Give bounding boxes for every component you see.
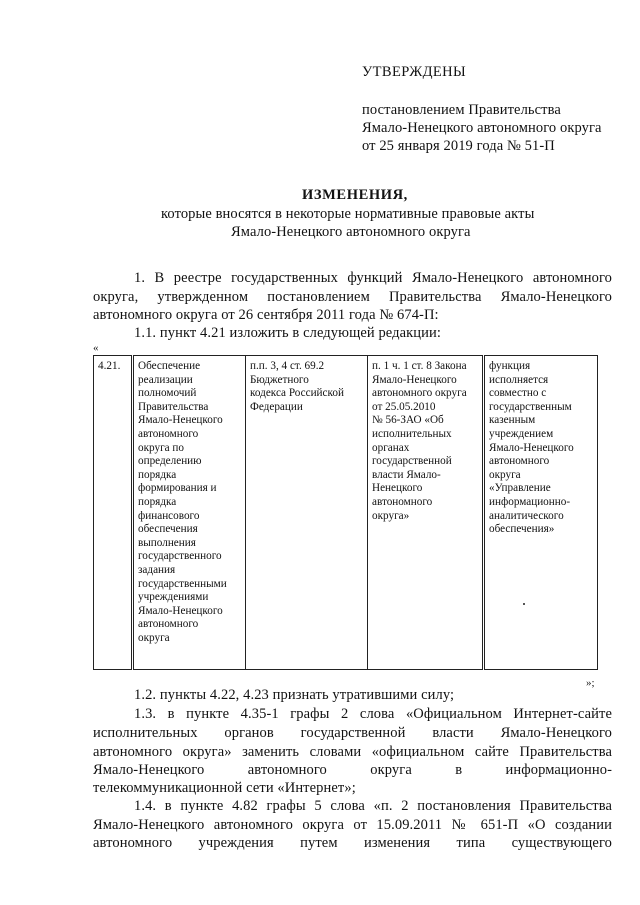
cell-legal-basis — [246, 356, 368, 670]
col5-line: казенным — [489, 414, 536, 427]
col2-line: округа — [138, 631, 170, 644]
col4-line: п. 1 ч. 1 ст. 8 Закона — [372, 360, 467, 372]
col2-line: финансового — [138, 509, 200, 522]
col2-line: Обеспечение — [138, 360, 201, 372]
close-quote: »; — [586, 677, 595, 689]
open-quote: « — [93, 342, 99, 354]
col2-line: задания — [138, 563, 176, 576]
para1-3-line-2: исполнительных органов государственной власти Ямало-Ненецкого — [93, 725, 612, 741]
cell-regional-law — [368, 356, 484, 670]
col4-line: автономного округа — [372, 387, 467, 400]
table-row — [94, 356, 598, 670]
col4-line: исполнительных — [372, 427, 452, 440]
col5-line: совместно с — [489, 387, 547, 400]
col2-line: государственного — [138, 550, 222, 563]
col4-line: органах — [372, 441, 410, 454]
approval-line-3: от 25 января 2019 года № 51-П — [362, 138, 555, 154]
col5-line: округа — [489, 468, 521, 481]
col3-line: кодекса Российской — [250, 387, 344, 400]
col4-line: государственной — [372, 455, 452, 468]
para1-line-3: автономного округа от 26 сентября 2011 года № 674-П: — [93, 307, 439, 323]
cell-function-name — [133, 356, 246, 670]
para1-3-line-3: автономного округа» заменить словами «официальном сайте Правительства — [93, 744, 612, 760]
col2-line: формирования и — [138, 482, 217, 495]
col2-line: Ямало-Ненецкого — [138, 604, 223, 617]
para1-4-line-3: автономного учреждения путем изменения типа существующего — [93, 835, 612, 851]
approval-line-1: постановлением Правительства — [362, 102, 561, 118]
col3-line: Бюджетного — [250, 373, 309, 386]
col4-line: от 25.05.2010 — [372, 400, 436, 413]
col2-line: порядка — [138, 468, 177, 481]
cell-number — [94, 356, 133, 670]
col5-line: автономного — [489, 455, 550, 468]
col2-line: автономного — [138, 618, 199, 631]
col4-line: автономного — [372, 495, 433, 508]
col2-line: обеспечения — [138, 523, 198, 536]
col2-line: Ямало-Ненецкого — [138, 414, 223, 427]
col5-line: исполняется — [489, 373, 549, 386]
title-subtitle-1: которые вносятся в некоторые нормативные правовые акты — [161, 206, 535, 222]
col2-line: порядка — [138, 495, 177, 508]
col4-line: Ненецкого — [372, 482, 423, 495]
col2-line: учреждениями — [138, 591, 209, 604]
col2-line: округа по — [138, 441, 185, 454]
col2-line: государственными — [138, 577, 227, 590]
col5-line: функция — [489, 360, 531, 372]
registry-table — [93, 355, 598, 670]
para1-1: 1.1. пункт 4.21 изложить в следующей редакции: — [134, 325, 442, 341]
para1-line-1: 1. В реестре государственных функций Ямало-Ненецкого автономного — [134, 270, 612, 286]
col5-line: «Управление — [489, 482, 551, 495]
para1-4-line-1: 1.4. в пункте 4.82 графы 5 слова «п. 2 постановления Правительства — [134, 798, 612, 814]
item-number: 4.21. — [98, 360, 121, 372]
col4-line: округа» — [372, 509, 410, 522]
col3-line: Федерации — [250, 400, 303, 413]
para1-4-line-2: Ямало-Ненецкого автономного округа от 15.09.2011 № 651-П «О создании — [93, 817, 612, 833]
col4-line: Ямало-Ненецкого — [372, 373, 457, 386]
col5-line: информационно- — [489, 495, 571, 508]
col2-line: выполнения — [138, 536, 196, 549]
col5-line: учреждением — [489, 427, 554, 440]
para1-line-2: округа, утвержденном постановлением Правительства Ямало-Ненецкого — [93, 289, 612, 305]
col2-line: полномочий — [138, 387, 197, 400]
col4-line: власти Ямало- — [372, 468, 441, 481]
scan-dot — [523, 603, 525, 605]
para1-3-line-1: 1.3. в пункте 4.35-1 графы 2 слова «Официальном Интернет-сайте — [134, 706, 612, 722]
col5-line: Ямало-Ненецкого — [489, 441, 574, 454]
col2-line: определению — [138, 455, 202, 468]
document-title: ИЗМЕНЕНИЯ, — [302, 187, 408, 203]
col2-line: автономного — [138, 427, 199, 440]
col4-line: № 56-ЗАО «Об — [372, 414, 444, 427]
col5-line: аналитического — [489, 509, 564, 522]
col5-line: обеспечения» — [489, 523, 555, 536]
approval-line-2: Ямало-Ненецкого автономного округа — [362, 120, 602, 136]
para1-3-line-5: телекоммуникационной сети «Интернет»; — [93, 780, 356, 796]
col5-line: государственным — [489, 400, 572, 413]
approval-heading: УТВЕРЖДЕНЫ — [362, 64, 467, 80]
col2-line: реализации — [138, 373, 193, 386]
title-subtitle-2: Ямало-Ненецкого автономного округа — [231, 224, 471, 240]
col3-line: п.п. 3, 4 ст. 69.2 — [250, 360, 325, 372]
para1-2: 1.2. пункты 4.22, 4.23 признать утратившими силу; — [134, 687, 455, 703]
col2-line: Правительства — [138, 400, 209, 413]
para1-3-line-4: Ямало-Ненецкого автономного округа в информационно- — [93, 762, 612, 778]
cell-note — [484, 356, 598, 670]
